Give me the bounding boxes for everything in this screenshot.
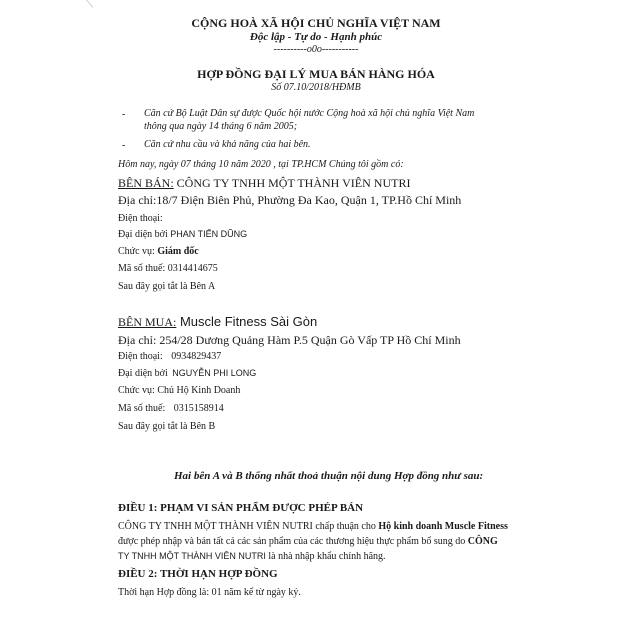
contract-number: Số 07.10/2018/HĐMB bbox=[271, 82, 361, 93]
bullet-2: - bbox=[122, 140, 126, 151]
scan-artifact bbox=[86, 0, 93, 8]
legal-basis-1-cont: thông qua ngày 14 tháng 6 năm 2005; bbox=[144, 121, 298, 132]
party-a-address-row bbox=[118, 193, 461, 208]
party-b-heading bbox=[118, 314, 317, 330]
party-a-label: BÊN BÁN: bbox=[118, 176, 174, 190]
intro-line: Hôm nay, ngày 07 tháng 10 năm 2020 , tại TP.HCM Chúng tôi gồm có: bbox=[118, 159, 404, 170]
party-b-company: Muscle Fitness Sài Gòn bbox=[176, 314, 318, 329]
article-1-company-start: CÔNG bbox=[467, 536, 498, 547]
party-b-address-label: Địa chỉ: bbox=[118, 333, 157, 347]
article-1-importer: là nhà nhập khẩu chính hãng. bbox=[265, 551, 386, 562]
legal-basis-2: Căn cứ nhu cầu và khả năng của hai bên. bbox=[144, 139, 311, 150]
party-a-rep: PHAN TIẾN DŨNG bbox=[170, 229, 248, 239]
party-b-address-row bbox=[118, 333, 461, 348]
party-a-phone-label: Điện thoại: bbox=[118, 213, 163, 224]
party-a-position-label: Chức vụ: bbox=[118, 246, 155, 257]
party-a-tax-row bbox=[118, 263, 218, 274]
party-b-position-row bbox=[118, 385, 240, 396]
party-a-phone-row bbox=[118, 213, 163, 224]
party-b-phone-row bbox=[118, 351, 221, 362]
agreement-line: Hai bên A và B thống nhất thoả thuận nội dung Hợp đồng như sau: bbox=[174, 470, 484, 482]
bullet-1: - bbox=[122, 109, 126, 120]
party-a-tax: 0314414675 bbox=[167, 263, 218, 274]
country-heading: CỘNG HOÀ XÃ HỘI CHỦ NGHĨA VIỆT NAM bbox=[191, 16, 441, 30]
party-b-position-label: Chức vụ: bbox=[118, 385, 155, 396]
motto: Độc lập - Tự do - Hạnh phúc bbox=[249, 31, 383, 43]
article-1-company-end: TY TNHH MỘT THÀNH VIÊN NUTRI bbox=[118, 551, 266, 561]
party-a-company: CÔNG TY TNHH MỘT THÀNH VIÊN NUTRI bbox=[173, 176, 411, 190]
party-a-alias: Sau đây gọi tắt là Bên A bbox=[118, 281, 216, 292]
party-b-tax: 0315158914 bbox=[173, 403, 224, 414]
party-b-position: Chủ Hộ Kinh Doanh bbox=[157, 385, 241, 396]
party-a-position: Giám đốc bbox=[157, 246, 199, 257]
party-a-rep-label: Đại diện bởi bbox=[118, 229, 168, 240]
party-a-address-label: Địa chỉ: bbox=[118, 193, 157, 207]
article-2-title: ĐIỀU 2: THỜI HẠN HỢP ĐỒNG bbox=[118, 568, 278, 580]
header-divider: ----------o0o----------- bbox=[273, 44, 359, 55]
party-b-phone: 0934829437 bbox=[171, 351, 222, 362]
party-a-position-row bbox=[118, 246, 199, 257]
article-1-title: ĐIỀU 1: PHẠM VI SẢN PHẨM ĐƯỢC PHÉP BÁN bbox=[118, 502, 364, 514]
article-1-line-3 bbox=[118, 551, 386, 562]
party-b-tax-label: Mã số thuế: bbox=[118, 403, 166, 414]
party-a-tax-label: Mã số thuế: bbox=[118, 263, 166, 274]
party-a-rep-row bbox=[118, 229, 247, 240]
article-1-seller: CÔNG TY TNHH MỘT THÀNH VIÊN NUTRI bbox=[118, 521, 313, 532]
party-b-tax-row bbox=[118, 403, 224, 414]
article-1-scope: được phép nhập và bán tất cả các sản phẩm của các thương hiệu thực phẩm bổ sung do bbox=[118, 536, 468, 547]
party-a-heading bbox=[118, 176, 410, 191]
party-b-alias: Sau đây gọi tắt là Bên B bbox=[118, 421, 216, 432]
party-a-address: 18/7 Điện Biên Phủ, Phường Đa Kao, Quận 1, TP.Hồ Chí Minh bbox=[156, 193, 462, 207]
article-2-term: Thời hạn Hợp đồng là: 01 năm kể từ ngày ký. bbox=[118, 587, 301, 598]
contract-title: HỢP ĐỒNG ĐẠI LÝ MUA BÁN HÀNG HÓA bbox=[197, 67, 435, 81]
article-1-line-2 bbox=[118, 536, 498, 547]
party-b-phone-label: Điện thoại: bbox=[118, 351, 163, 362]
party-b-rep-row bbox=[118, 368, 256, 379]
legal-basis-1: Căn cứ Bộ Luật Dân sự được Quốc hội nước Cộng hoà xã hội chủ nghĩa Việt Nam bbox=[144, 108, 475, 119]
party-b-address: 254/28 Dương Quảng Hàm P.5 Quận Gò Vấp TP Hồ Chí Minh bbox=[159, 333, 461, 347]
article-1-approves: chấp thuận cho bbox=[312, 521, 379, 532]
party-b-rep: NGUYỄN PHI LONG bbox=[172, 368, 257, 378]
article-1-buyer: Hộ kinh doanh Muscle Fitness bbox=[378, 521, 508, 532]
article-1-line-1 bbox=[118, 521, 508, 532]
party-b-rep-label: Đại diện bởi bbox=[118, 368, 168, 379]
party-b-label: BÊN MUA: bbox=[118, 315, 177, 329]
